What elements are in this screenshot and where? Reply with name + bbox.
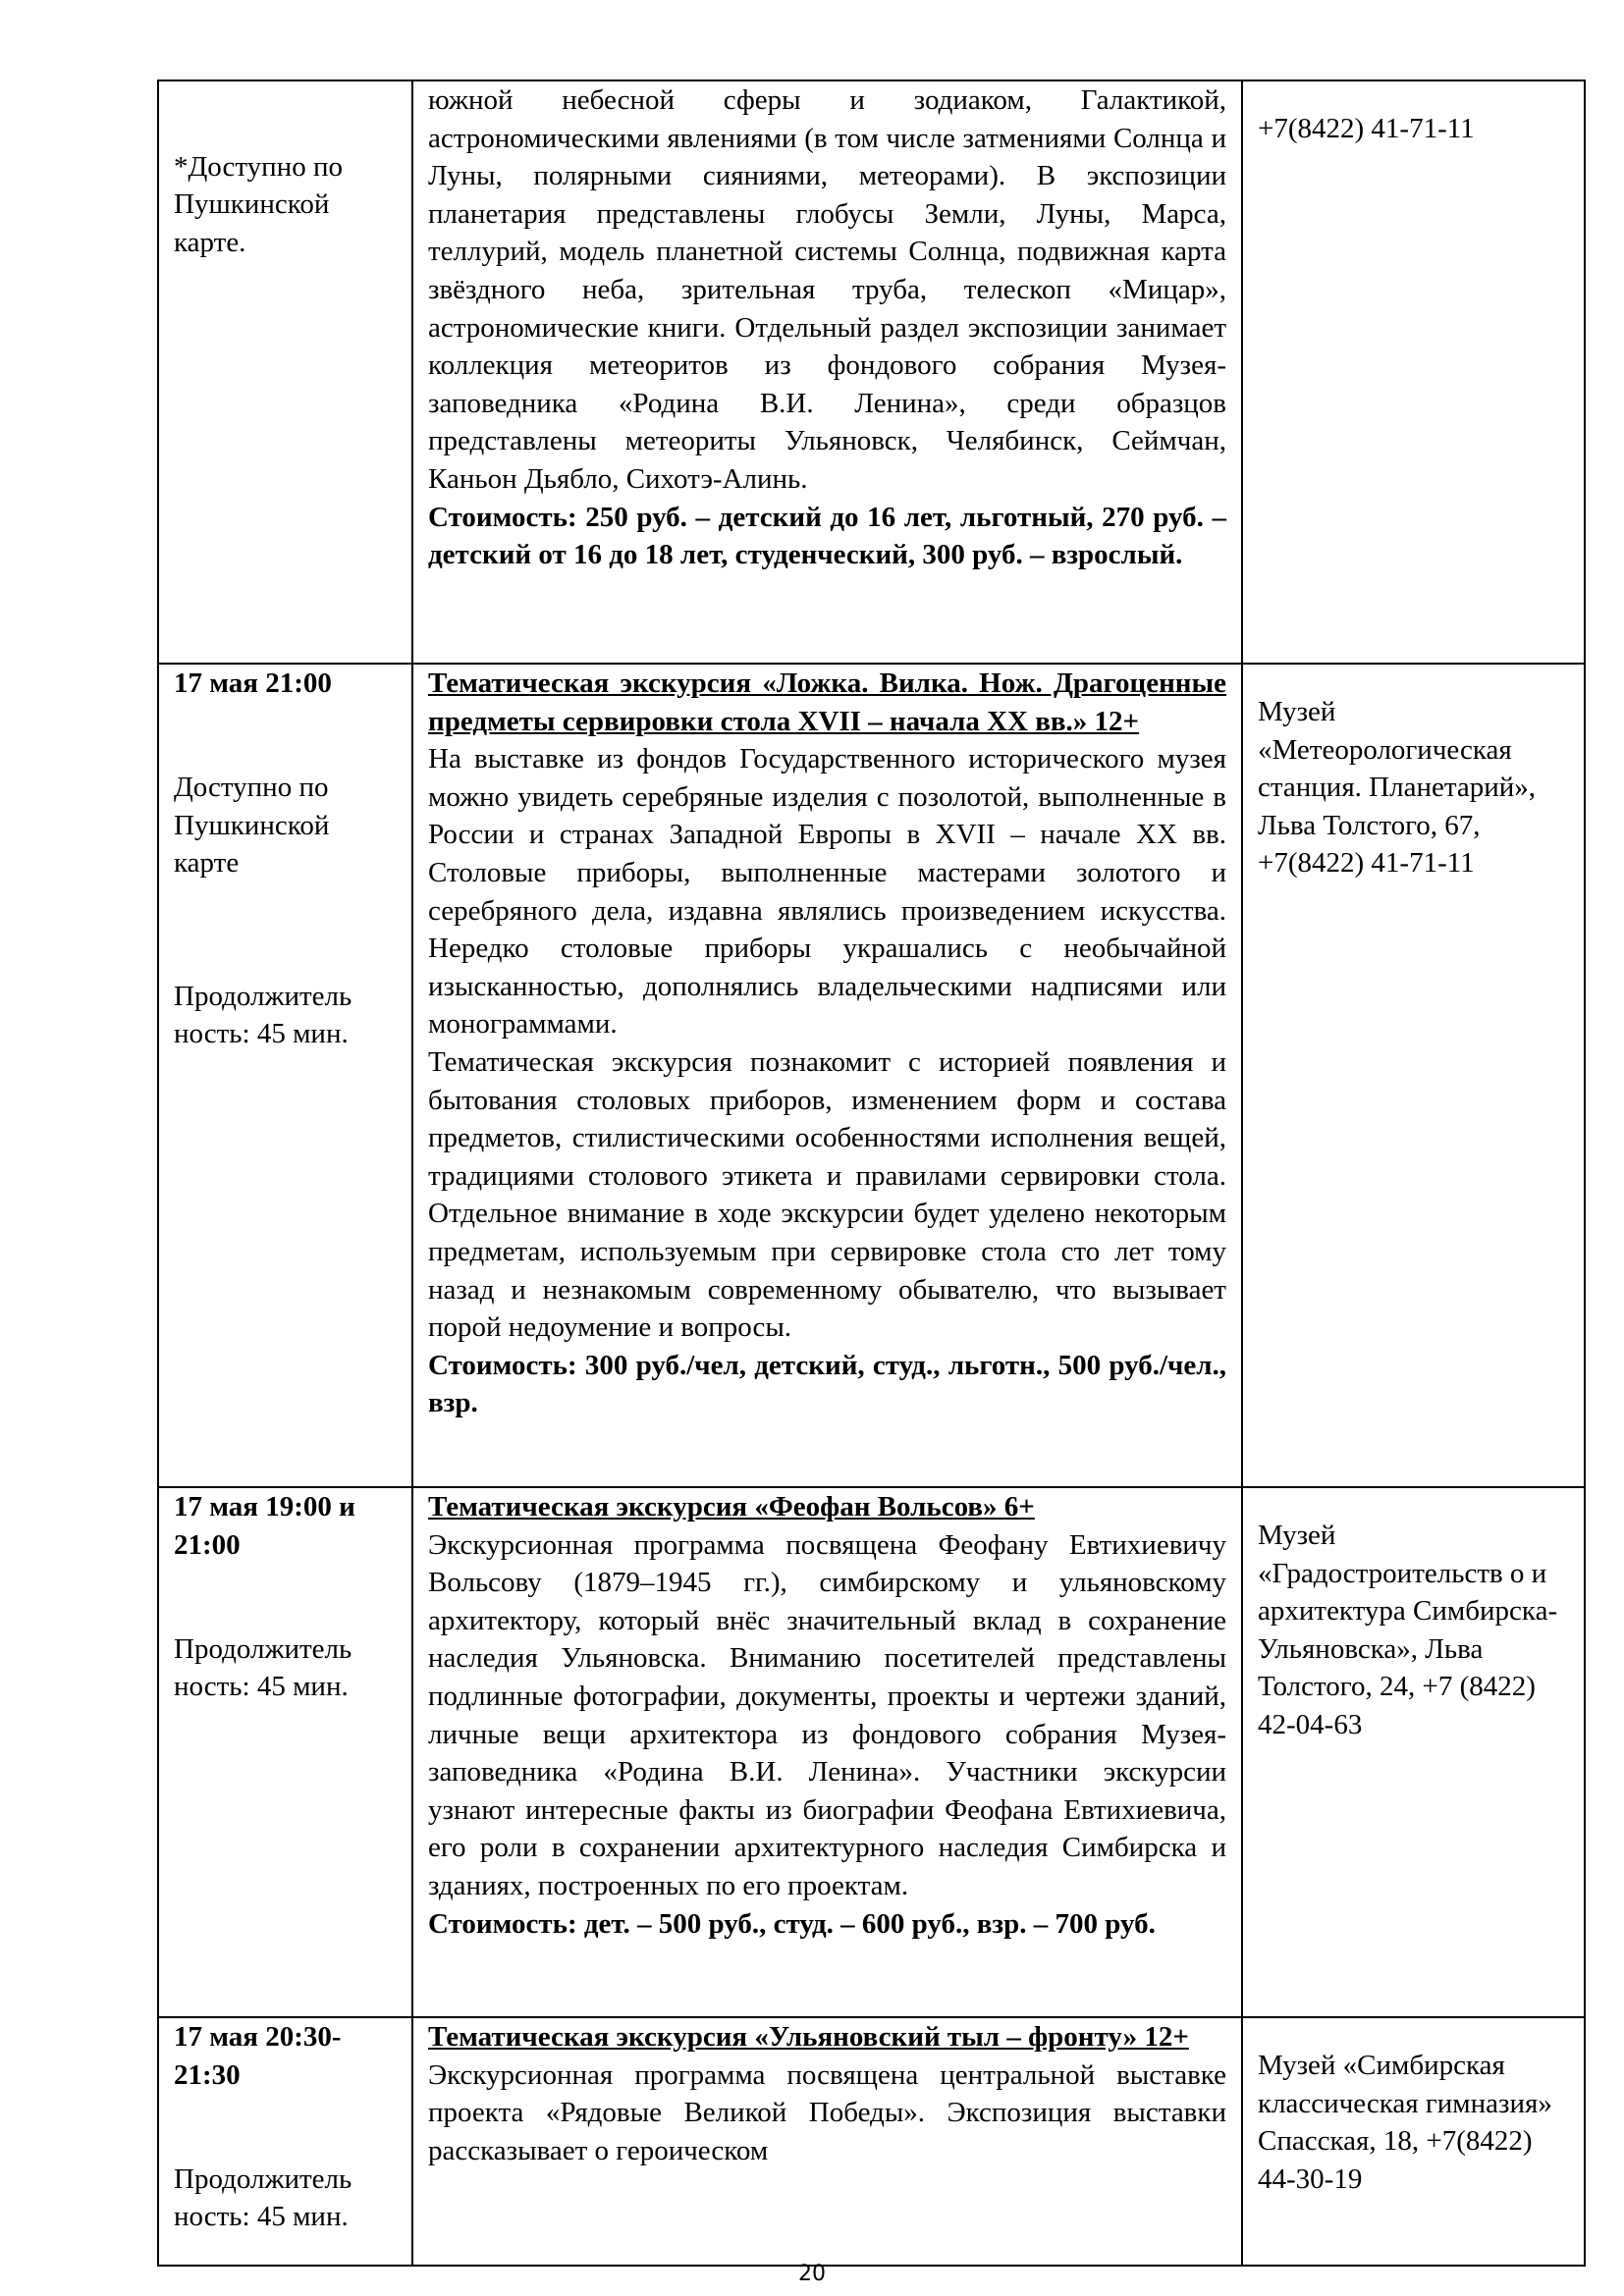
event-date: 17 мая 19:00 и 21:00 xyxy=(174,1491,355,1561)
event-meta-cell xyxy=(158,664,412,1487)
event-price: Стоимость: 300 руб./чел, детский, студ., льготн., 500 руб./чел., взр. xyxy=(428,1349,1226,1419)
table-row xyxy=(158,2017,1585,2266)
event-description: южной небесной сферы и зодиаком, Галактикой, астрономическими явлениями (в том числе затмениями Солнца и Луны, полярными сияниями, метеорами). В экспозиции планетария представлены глобусы Земли, Луны, Марса, теллурий, модель планетной системы Солнца, подвижная карта звёздного неба, зрительная труба, телескоп «Мицар», астрономические книги. Отдельный раздел экспозиции занимает коллекция метеоритов из фондового собрания Музея-заповедника «Родина В.И. Ленина», среди образцов представлены метеориты Ульяновск, Челябинск, Сеймчан, Каньон Дьябло, Сихотэ-Алинь. xyxy=(428,84,1226,495)
event-venue: +7(8422) 41-71-11 xyxy=(1258,113,1475,144)
event-venue: Музей «Метеорологическая станция. Планетарий», Льва Толстого, 67, +7(8422) 41-71-11 xyxy=(1258,696,1537,880)
event-duration: Продолжитель ность: 45 мин. xyxy=(174,2163,352,2233)
event-meta-cell xyxy=(158,2017,412,2266)
table-row xyxy=(158,1487,1585,2017)
event-duration: Продолжитель ность: 45 мин. xyxy=(174,1632,352,1703)
event-date: 17 мая 21:00 xyxy=(174,667,332,699)
event-description: На выставке из фондов Государственного исторического музея можно увидеть серебряные изделия с позолотой, выполненные в России и странах Западной Европы в XVII – начале XX вв. Столовые приборы, выполненные мастерами золотого и серебряного дела, издавна являлись произведением искусства. Нередко столовые приборы украшались с необычайной изысканностью, дополнялись владельческими надписями или монограммами. xyxy=(428,743,1226,1041)
event-description: Экскурсионная программа посвящена центральной выставке проекта «Рядовые Великой Победы». Экспозиция выставки рассказывает о героическом xyxy=(428,2058,1226,2166)
event-venue: Музей «Симбирская классическая гимназия» Спасская, 18, +7(8422) 44-30-19 xyxy=(1258,2050,1552,2195)
event-title: Тематическая экскурсия «Феофан Вольсов» 6+ xyxy=(428,1491,1035,1522)
table-row xyxy=(158,80,1585,664)
event-venue-cell xyxy=(1242,664,1585,1487)
event-description: Экскурсионная программа посвящена Феофану Евтихиевичу Вольсову (1879–1945 гг.), симбирскому и ульяновскому архитектору, который внёс значительный вклад в сохранение наследия Ульяновска. Вниманию посетителей представлены подлинные фотографии, документы, проекты и чертежи зданий, личные вещи архитектора из фондового собрания Музея-заповедника «Родина В.И. Ленина». Участники экскурсии узнают интересные факты из биографии Феофана Евтихиевича, его роли в сохранении архитектурного наследия Симбирска и зданиях, построенных по его проектам. xyxy=(428,1528,1226,1901)
table-row xyxy=(158,664,1585,1487)
event-venue-cell xyxy=(1242,1487,1585,2017)
event-duration: Продолжитель ность: 45 мин. xyxy=(174,980,352,1050)
event-meta-cell xyxy=(158,80,412,664)
event-venue-cell xyxy=(1242,2017,1585,2266)
event-title: Тематическая экскурсия «Ульяновский тыл – фронту» 12+ xyxy=(428,2021,1189,2053)
event-description-cell xyxy=(412,664,1242,1487)
event-description-cell xyxy=(412,80,1242,664)
event-description-cell xyxy=(412,2017,1242,2266)
event-meta-cell xyxy=(158,1487,412,2017)
event-price: Стоимость: 250 руб. – детский до 16 лет, льготный, 270 руб. – детский от 16 до 18 лет, студенческий, 300 руб. – взрослый. xyxy=(428,501,1226,571)
event-venue-cell xyxy=(1242,80,1585,664)
event-description-continued: Тематическая экскурсия познакомит с историей появления и бытования столовых приборов, изменением форм и состава предметов, стилистическими особенностями исполнения вещей, традициями столового этикета и правилами сервировки стола. Отдельное внимание в ходе экскурсии будет уделено некоторым предметам, используемым при сервировке стола сто лет тому назад и незнакомым современному обывателю, что вызывает порой недоумение и вопросы. xyxy=(428,1045,1226,1344)
event-title: Тематическая экскурсия «Ложка. Вилка. Нож. Драгоценные предметы сервировки стола XVII – начала XX вв.» 12+ xyxy=(428,667,1226,737)
events-table xyxy=(157,80,1586,2267)
access-note: Доступно по Пушкинской карте xyxy=(174,772,330,880)
event-date: 17 мая 20:30-21:30 xyxy=(174,2021,342,2091)
event-description-cell xyxy=(412,1487,1242,2017)
page-number: 20 xyxy=(798,2262,826,2286)
event-price: Стоимость: дет. – 500 руб., студ. – 600 руб., взр. – 700 руб. xyxy=(428,1907,1156,1940)
event-venue: Музей «Градостроительств о и архитектура Симбирска-Ульяновска», Льва Толстого, 24, +7 (8422) 42-04-63 xyxy=(1258,1520,1558,1740)
access-note: *Доступно по Пушкинской карте. xyxy=(174,150,343,258)
